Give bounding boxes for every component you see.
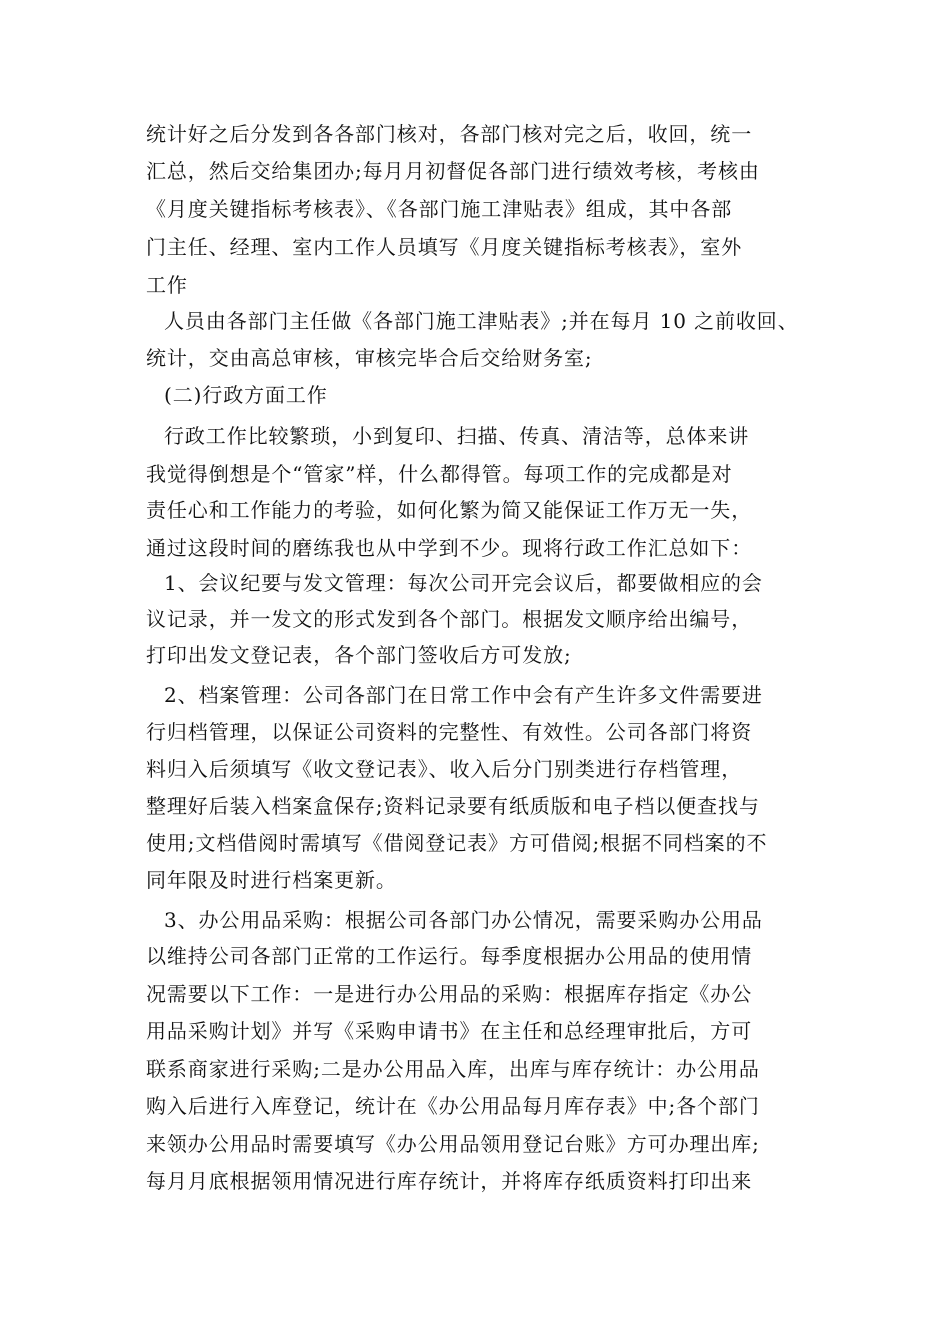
- text-line: 统计，交由高总审核，审核完毕合后交给财务室;: [146, 346, 593, 370]
- text-line: 我觉得倒想是个“管家”样，什么都得管。每项工作的完成都是对: [146, 462, 733, 486]
- text-line: 每月月底根据领用情况进行库存统计，并将库存纸质资料打印出来: [146, 1169, 753, 1193]
- text-line: 《月度关键指标考核表》、《各部门施工津贴表》组成，其中各部: [146, 197, 733, 221]
- text-line: 打印出发文登记表，各个部门签收后方可发放;: [146, 643, 572, 667]
- text-line: 议记录，并一发文的形式发到各个部门。根据发文顺序给出编号，: [146, 607, 753, 631]
- text-line: 购入后进行入库登记，统计在《办公用品每月库存表》中;各个部门: [146, 1094, 760, 1118]
- text-line: 联系商家进行采购;二是办公用品入库，出库与库存统计：办公用品: [146, 1057, 760, 1081]
- text-line: 人员由各部门主任做《各部门施工津贴表》;并在每月 10 之前收回、: [164, 309, 799, 333]
- text-line: 行归档管理，以保证公司资料的完整性、有效性。公司各部门将资: [146, 720, 753, 744]
- text-line: 工作: [146, 273, 188, 297]
- text-line: 况需要以下工作：一是进行办公用品的采购：根据库存指定《办公: [146, 982, 753, 1006]
- list-item-heading: 3、办公用品采购：根据公司各部门办公情况，需要采购办公用品: [164, 908, 763, 932]
- text-line: 汇总，然后交给集团办;每月月初督促各部门进行绩效考核，考核由: [146, 159, 760, 183]
- text-line: 用品采购计划》并写《采购申请书》在主任和总经理审批后，方可: [146, 1019, 753, 1043]
- text-line: 整理好后装入档案盒保存;资料记录要有纸质版和电子档以便查找与: [146, 794, 760, 818]
- section-heading: (二)行政方面工作: [164, 383, 328, 407]
- text-line: 通过这段时间的磨练我也从中学到不少。现将行政工作汇总如下：: [146, 536, 753, 560]
- text-line: 同年限及时进行档案更新。: [146, 868, 397, 892]
- text-line: 统计好之后分发到各各部门核对，各部门核对完之后，收回，统一: [146, 122, 753, 146]
- list-item-heading: 1、会议纪要与发文管理：每次公司开完会议后，都要做相应的会: [164, 571, 763, 595]
- text-line: 门主任、经理、室内工作人员填写《月度关键指标考核表》，室外: [146, 235, 743, 259]
- text-line: 以维持公司各部门正常的工作运行。每季度根据办公用品的使用情: [146, 944, 753, 968]
- list-item-heading: 2、档案管理：公司各部门在日常工作中会有产生许多文件需要进: [164, 683, 763, 707]
- text-line: 责任心和工作能力的考验，如何化繁为简又能保证工作万无一失，: [146, 498, 753, 522]
- text-line: 使用;文档借阅时需填写《借阅登记表》方可借阅;根据不同档案的不: [146, 831, 768, 855]
- text-line: 行政工作比较繁琐，小到复印、扫描、传真、清洁等，总体来讲: [164, 424, 750, 448]
- text-line: 来领办公用品时需要填写《办公用品领用登记台账》方可办理出库;: [146, 1132, 760, 1156]
- text-line: 料归入后须填写《收文登记表》、收入后分门别类进行存档管理，: [146, 757, 743, 781]
